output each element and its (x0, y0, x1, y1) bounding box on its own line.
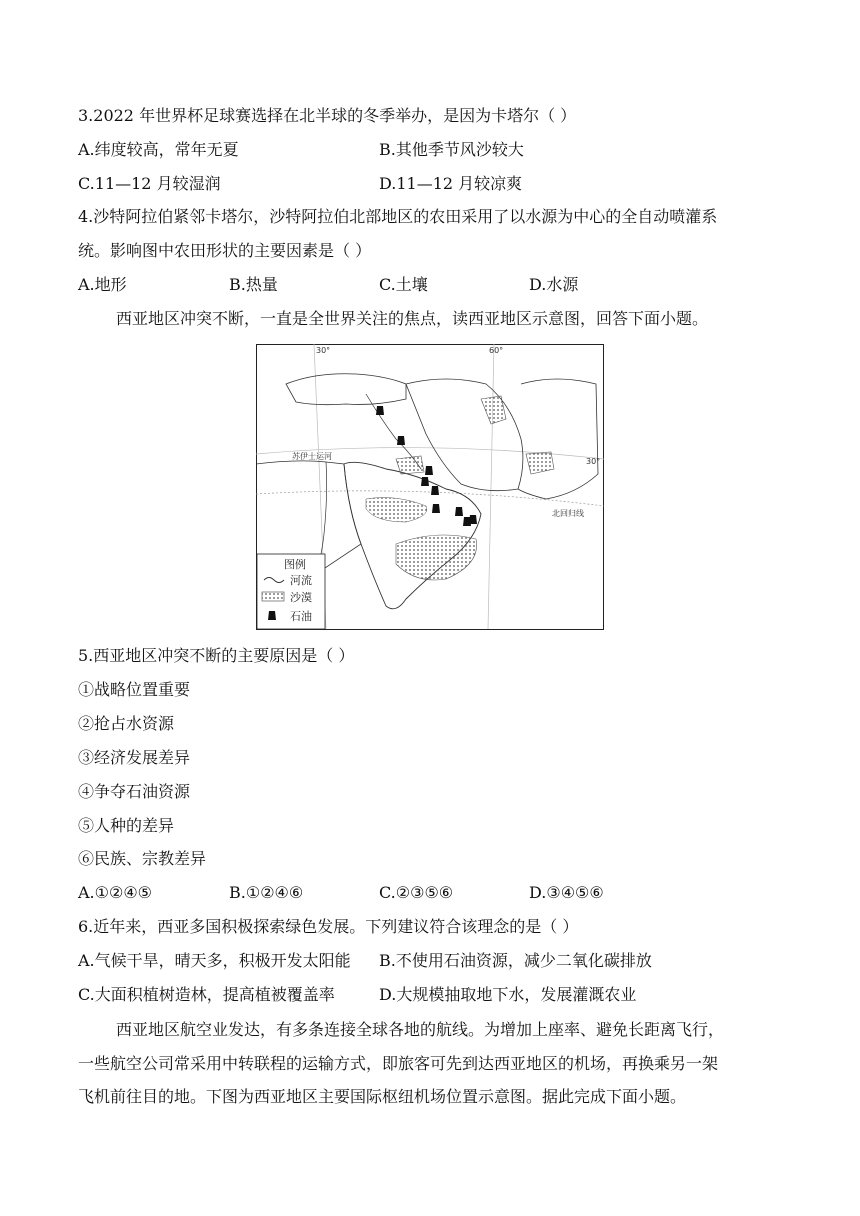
legend-oil: 石油 (290, 610, 312, 623)
desert-area (396, 456, 424, 474)
oil-symbol (455, 507, 463, 516)
legend-river: 河流 (290, 574, 312, 587)
intro-paragraph-2-line2: 一些航空公司常采用中转联程的运输方式，即旅客可先到达西亚地区的机场，再换乘另一架 (78, 1054, 719, 1073)
q4-option-b: B.热量 (229, 275, 278, 294)
legend-oil-symbol (268, 611, 276, 620)
legend-desert: 沙漠 (290, 591, 312, 604)
oil-symbol (425, 466, 433, 475)
q3-option-c: C.11—12 月较湿润 (78, 174, 221, 193)
q5-item-6: ⑥民族、宗教差异 (78, 849, 207, 868)
q5-option-a: A.①②④⑤ (78, 883, 153, 902)
q5-option-b: B.①②④⑥ (229, 883, 304, 902)
legend-desert-symbol (262, 592, 284, 601)
q5-option-d: D.③④⑤⑥ (529, 883, 604, 902)
tropic-of-cancer-label: 北回归线 (552, 509, 584, 518)
q5-option-c: C.②③⑤⑥ (379, 883, 454, 902)
q3-stem: 3.2022 年世界杯足球赛选择在北半球的冬季举办，是因为卡塔尔（ ） (78, 106, 577, 125)
oil-symbol (469, 515, 477, 524)
q6-option-b: B.不使用石油资源，减少二氧化碳排放 (379, 951, 652, 970)
west-asia-map (256, 344, 604, 630)
q5-stem: 5.西亚地区冲突不断的主要原因是（ ） (78, 646, 355, 665)
q4-option-c: C.土壤 (379, 275, 428, 294)
intro-paragraph-2-line3: 飞机前往目的地。下图为西亚地区主要国际枢纽机场位置示意图。据此完成下面小题。 (78, 1087, 687, 1106)
intro-paragraph-1: 西亚地区冲突不断，一直是全世界关注的焦点，读西亚地区示意图，回答下面小题。 (116, 309, 709, 328)
q4-option-a: A.地形 (78, 275, 127, 294)
q6-option-d: D.大规模抽取地下水，发展灌溉农业 (379, 985, 637, 1004)
oil-symbol (432, 504, 440, 513)
q6-option-a: A.气候干旱，晴天多，积极开发太阳能 (78, 951, 351, 970)
q5-item-1: ①战略位置重要 (78, 680, 191, 699)
suez-canal-label: 苏伊士运河 (292, 452, 332, 461)
latitude-30-label: 30° (586, 457, 601, 466)
oil-symbol (421, 477, 429, 486)
q5-item-4: ④争夺石油资源 (78, 782, 191, 801)
q6-option-c: C.大面积植树造林，提高植被覆盖率 (78, 985, 335, 1004)
q5-item-3: ③经济发展差异 (78, 748, 191, 767)
q4-stem-line1: 4.沙特阿拉伯紧邻卡塔尔，沙特阿拉伯北部地区的农田采用了以水源为中心的全自动喷灌系 (78, 207, 718, 226)
q6-stem: 6.近年来，西亚多国积极探索绿色发展。下列建议符合该理念的是（ ） (78, 917, 579, 936)
q4-stem-line2: 统。影响图中农田形状的主要因素是（ ） (78, 241, 372, 260)
q3-option-b: B.其他季节风沙较大 (379, 140, 524, 159)
oil-symbol (397, 436, 405, 445)
q4-option-d: D.水源 (529, 275, 579, 294)
oil-symbol (376, 406, 384, 415)
q5-item-2: ②抢占水资源 (78, 714, 175, 733)
intro-paragraph-2-line1: 西亚地区航空业发达，有多条连接全球各地的航线。为增加上座率、避免长距离飞行， (116, 1020, 725, 1039)
oil-symbol (431, 486, 439, 495)
legend-title: 图例 (284, 558, 306, 571)
longitude-30-label: 30° (316, 346, 331, 355)
q3-option-d: D.11—12 月较凉爽 (379, 174, 523, 193)
q3-option-a: A.纬度较高，常年无夏 (78, 140, 239, 159)
longitude-60-label: 60° (489, 346, 504, 355)
q5-item-5: ⑤人种的差异 (78, 816, 175, 835)
